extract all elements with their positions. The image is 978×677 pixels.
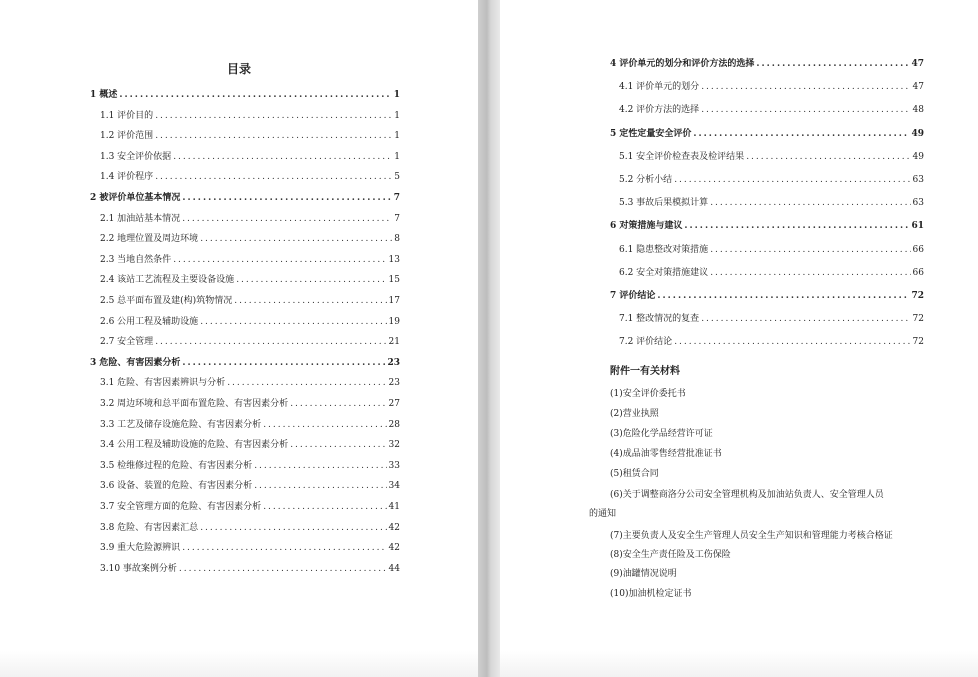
toc-leader-dots [746,150,910,164]
toc-leader-dots [701,312,910,326]
toc-entry-label: 3.9 重大危险源辨识 [100,543,181,554]
toc-subsection-entry [100,212,400,226]
toc-leader-dots [182,356,385,370]
toc-section-entry [90,88,400,102]
toc-entry-label: 3 危险、有害因素分析 [90,357,181,368]
toc-page-number: 23 [388,378,400,389]
toc-leader-dots [674,173,910,187]
toc-leader-dots [155,129,392,143]
toc-entry-label: 4.1 评价单元的划分 [619,82,700,93]
toc-leader-dots [155,109,392,123]
toc-page-number: 13 [388,254,400,265]
toc-page-number: 72 [912,337,924,348]
toc-page-number: 15 [388,275,400,286]
toc-leader-dots [710,243,910,257]
toc-subsection-entry [619,266,924,280]
toc-entry-label: 6.2 安全对策措施建议 [619,267,709,278]
toc-subsection-entry [100,541,400,555]
toc-leader-dots [234,294,386,308]
appendix-item: (7)主要负责人及安全生产管理人员安全生产知识和管理能力考核合格证 [610,531,893,541]
toc-leader-dots [756,57,909,71]
toc-entry-label: 3.3 工艺及储存设施危险、有害因素分析 [100,419,262,430]
toc-subsection-entry [100,150,400,164]
toc-page-number: 42 [388,522,400,533]
toc-leader-dots [200,232,392,246]
toc-entry-label: 1.3 安全评价依据 [100,151,172,162]
toc-entry-label: 3.4 公用工程及辅助设施的危险、有害因素分析 [100,440,289,451]
toc-page-number: 63 [912,175,924,185]
toc-entry-label: 3.5 检维修过程的危险、有害因素分析 [100,460,253,471]
toc-entry-label: 3.7 安全管理方面的危险、有害因素分析 [100,502,262,512]
toc-page-number: 41 [388,502,400,512]
toc-section-entry [610,289,924,303]
toc-entry-label: 2.1 加油站基本情况 [100,213,181,224]
toc-leader-dots [254,459,386,473]
toc-entry-label: 5.1 安全评价检查表及检评结果 [619,151,745,162]
toc-page-number: 63 [912,198,924,209]
toc-subsection-entry [619,103,924,117]
toc-entry-label: 2.7 安全管理 [100,337,154,348]
toc-page-number: 49 [911,128,924,139]
toc-leader-dots [179,562,387,576]
toc-page-number: 19 [388,316,400,327]
toc-entry-label: 2.6 公用工程及辅助设施 [100,316,199,327]
toc-subsection-entry [100,315,400,329]
toc-entry-label: 1.2 评价范围 [100,131,154,142]
toc-subsection-entry [619,312,924,326]
toc-subsection-entry [619,243,924,257]
toc-entry-label: 2.3 当地自然条件 [100,254,172,265]
toc-subsection-entry [100,438,400,452]
toc-leader-dots [657,289,909,303]
toc-entry-label: 2.5 总平面布置及建(构)筑物情况 [100,296,233,306]
toc-section-entry [90,356,400,370]
toc-entry-label: 7 评价结论 [610,291,656,301]
toc-leader-dots [263,500,386,514]
toc-page-number: 49 [912,151,924,162]
toc-entry-label: 1.1 评价目的 [100,110,154,121]
toc-page-number: 32 [388,440,400,451]
toc-subsection-entry [100,562,400,576]
toc-leader-dots [254,479,386,493]
toc-page-number: 1 [394,151,400,162]
toc-leader-dots [710,196,910,210]
toc-subsection-entry [100,500,400,514]
toc-entry-label: 5.2 分析小结 [619,175,673,185]
toc-leader-dots [182,212,392,226]
toc-page-number: 1 [394,131,400,142]
toc-leader-dots [200,315,386,329]
toc-entry-label: 2.2 地理位置及周边环境 [100,234,199,245]
toc-subsection-entry [100,335,400,349]
toc-leader-dots [693,127,909,141]
toc-subsection-entry [100,479,400,493]
toc-subsection-entry [100,459,400,473]
toc-subsection-entry [100,418,400,432]
toc-page-number: 66 [912,244,924,255]
toc-entry-label: 5.3 事故后果模拟计算 [619,198,709,209]
toc-subsection-entry [619,335,924,349]
toc-entry-label: 1 概述 [90,90,118,100]
toc-subsection-entry [100,294,400,308]
toc-entry-label: 3.1 危险、有害因素辨识与分析 [100,378,226,389]
toc-leader-dots [674,335,910,349]
toc-leader-dots [155,335,386,349]
toc-entry-label: 4.2 评价方法的选择 [619,105,700,116]
toc-leader-dots [119,88,391,102]
toc-subsection-entry [100,232,400,246]
toc-subsection-entry [100,170,400,184]
toc-leader-dots [701,80,910,94]
appendix-item: (1)安全评价委托书 [610,389,686,399]
toc-leader-dots [290,397,386,411]
toc-entry-label: 1.4 评价程序 [100,172,154,183]
toc-subsection-entry [100,109,400,123]
toc-entry-label: 3.10 事故案例分析 [100,563,177,574]
toc-page-number: 27 [388,399,400,409]
toc-entry-label: 7.2 评价结论 [619,337,673,348]
toc-subsection-entry [100,521,400,535]
appendix-item: (6)关于调整商洛分公司安全管理机构及加油站负责人、安全管理人员 [610,490,884,500]
toc-subsection-entry [100,273,400,287]
appendix-item: (4)成品油零售经营批准证书 [610,449,722,459]
toc-section-entry [610,57,924,71]
toc-leader-dots [200,521,386,535]
toc-page-number: 33 [388,460,400,471]
toc-entry-label: 3.2 周边环境和总平面布置危险、有害因素分析 [100,399,289,409]
left-page [0,0,478,677]
toc-page-number: 1 [393,90,400,100]
toc-page-number: 7 [393,193,400,203]
toc-entry-label: 3.6 设备、装置的危险、有害因素分析 [100,481,253,492]
page-shadow [500,651,978,677]
appendix-item: (2)营业执照 [610,409,659,419]
toc-subsection-entry [100,376,400,390]
toc-page-number: 17 [388,296,400,306]
toc-subsection-entry [619,196,924,210]
toc-page-number: 48 [912,105,924,116]
toc-entry-label: 2 被评价单位基本情况 [90,193,181,203]
toc-page-number: 47 [911,59,924,69]
toc-page-number: 72 [912,314,924,325]
toc-leader-dots [182,541,386,555]
toc-entry-label: 2.4 该站工艺流程及主要设备设施 [100,275,235,286]
toc-page-number: 8 [394,234,400,245]
toc-leader-dots [173,253,386,267]
toc-section-entry [610,127,924,141]
appendix-item: (8)安全生产责任险及工伤保险 [610,550,731,560]
toc-entry-label: 3.8 危险、有害因素汇总 [100,522,199,533]
toc-page-number: 21 [388,337,400,348]
toc-subsection-entry [619,150,924,164]
right-page [500,0,978,677]
toc-page-number: 34 [388,481,400,492]
toc-subsection-entry [619,173,924,187]
toc-page-number: 66 [912,267,924,278]
appendix-title: 附件一有关材料 [610,366,680,377]
toc-entry-label: 4 评价单元的划分和评价方法的选择 [610,59,755,69]
toc-page-number: 28 [388,419,400,430]
toc-leader-dots [710,266,910,280]
toc-page-number: 7 [394,213,400,224]
toc-entry-label: 5 定性定量安全评价 [610,128,692,139]
toc-page-number: 5 [394,172,400,183]
toc-leader-dots [236,273,386,287]
toc-subsection-entry [100,253,400,267]
toc-leader-dots [684,219,909,233]
toc-entry-label: 6.1 隐患整改对策措施 [619,244,709,255]
toc-section-entry [610,219,924,233]
toc-subsection-entry [100,397,400,411]
appendix-item: 的通知 [589,509,617,519]
book-gutter [478,0,500,677]
toc-page-number: 61 [911,221,924,232]
toc-leader-dots [290,438,386,452]
page-shadow [0,651,478,677]
toc-leader-dots [173,150,392,164]
toc-section-entry [90,191,400,205]
toc-page-number: 44 [388,563,400,574]
toc-subsection-entry [619,80,924,94]
appendix-item: (9)油罐情况说明 [610,569,677,579]
toc-leader-dots [701,103,910,117]
toc-entry-label: 6 对策措施与建议 [610,221,683,232]
toc-leader-dots [227,376,386,390]
toc-title: 目录 [226,62,251,76]
toc-page-number: 1 [394,110,400,121]
appendix-item: (3)危险化学品经营许可证 [610,429,713,439]
toc-subsection-entry [100,129,400,143]
appendix-item: (5)租赁合同 [610,469,659,479]
toc-page-number: 23 [387,357,400,368]
toc-page-number: 47 [912,82,924,93]
toc-page-number: 72 [911,291,924,301]
toc-entry-label: 7.1 整改情况的复查 [619,314,700,325]
toc-leader-dots [263,418,386,432]
toc-leader-dots [182,191,391,205]
toc-leader-dots [155,170,392,184]
toc-page-number: 42 [388,543,400,554]
appendix-item: (10)加油机检定证书 [610,589,692,599]
